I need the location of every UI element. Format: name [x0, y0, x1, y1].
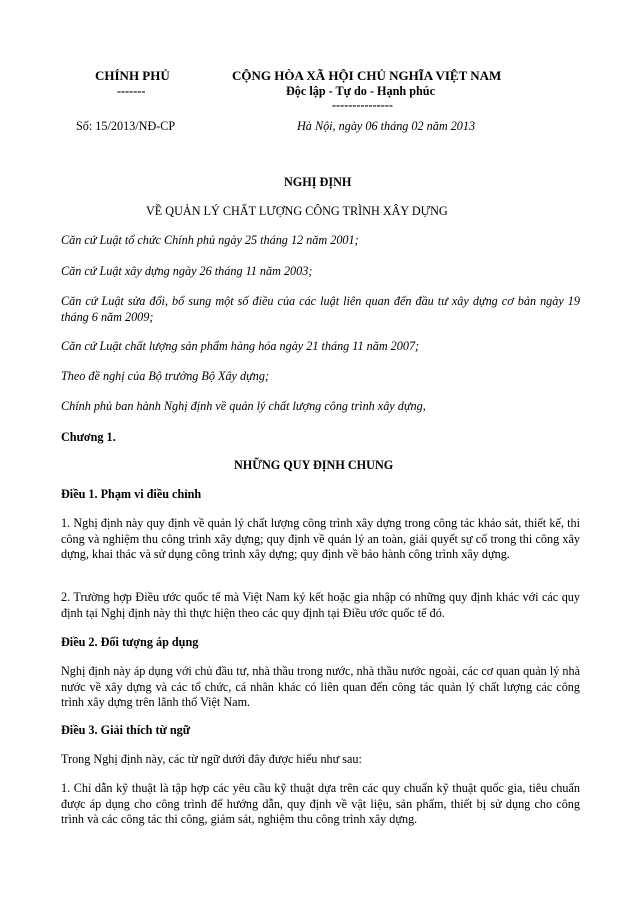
preamble-line: Chính phủ ban hành Nghị định về quản lý chất lượng công trình xây dựng,	[61, 399, 426, 413]
document-type: NGHỊ ĐỊNH	[284, 175, 352, 189]
document-subject: VỀ QUẢN LÝ CHẤT LƯỢNG CÔNG TRÌNH XÂY DỰNG	[146, 204, 448, 218]
article-heading: Điều 1. Phạm vi điều chỉnh	[61, 487, 202, 501]
place-date: Hà Nội, ngày 06 tháng 02 năm 2013	[297, 119, 476, 133]
article-paragraph: Trong Nghị định này, các từ ngữ dưới đây được hiểu như sau:	[61, 752, 362, 766]
article-paragraph: 2. Trường hợp Điều ước quốc tế mà Việt Nam ký kết hoặc gia nhập có những quy định khác với các quy định tại Nghị định này thì thực hiện theo các quy định tại Điều ước quốc tế đó.	[61, 590, 580, 620]
preamble-line: Theo đề nghị của Bộ trưởng Bộ Xây dựng;	[61, 369, 269, 383]
document-number: Số: 15/2013/NĐ-CP	[76, 119, 176, 133]
article-paragraph: 1. Nghị định này quy định về quản lý chất lượng công trình xây dựng trong công tác khảo sát, thiết kế, thi công và nghiệm thu công trình xây dựng; quy định về quản lý an toàn, giải quyết sự cố trong thi công xây dựng, khai thác và sử dụng công trình xây dựng; quy định về bảo hành công trình xây dựng.	[61, 516, 580, 562]
preamble-line: Căn cứ Luật chất lượng sản phẩm hàng hóa ngày 21 tháng 11 năm 2007;	[61, 339, 420, 353]
chapter-label: Chương 1.	[61, 430, 116, 444]
article-heading: Điều 2. Đối tượng áp dụng	[61, 635, 199, 649]
issuer-name: CHÍNH PHỦ	[95, 68, 170, 83]
nation-divider: ---------------	[332, 98, 393, 112]
nation-title: CỘNG HÒA XÃ HỘI CHỦ NGHĨA VIỆT NAM	[232, 68, 502, 83]
preamble-line: Căn cứ Luật xây dựng ngày 26 tháng 11 năm 2003;	[61, 264, 313, 278]
issuer-divider: -------	[117, 84, 146, 98]
preamble-line: Căn cứ Luật sửa đổi, bổ sung một số điều của các luật liên quan đến đầu tư xây dựng cơ bản ngày 19 tháng 6 năm 2009;	[61, 294, 580, 324]
chapter-title: NHỮNG QUY ĐỊNH CHUNG	[234, 458, 394, 472]
preamble-line: Căn cứ Luật tổ chức Chính phủ ngày 25 tháng 12 năm 2001;	[61, 233, 359, 247]
article-heading: Điều 3. Giải thích từ ngữ	[61, 723, 191, 737]
article-paragraph: 1. Chỉ dẫn kỹ thuật là tập hợp các yêu cầu kỹ thuật dựa trên các quy chuẩn kỹ thuật quốc gia, tiêu chuẩn được áp dụng cho công trình để hướng dẫn, quy định về vật liệu, sản phẩm, thiết bị sử dụng cho công trình và các công tác thi công, giám sát, nghiệm thu công trình xây dựng.	[61, 781, 580, 827]
article-paragraph: Nghị định này áp dụng với chủ đầu tư, nhà thầu trong nước, nhà thầu nước ngoài, các cơ quan quản lý nhà nước về xây dựng và các tổ chức, cá nhân khác có liên quan đến công tác quản lý chất lượng các công trình xây dựng trên lãnh thổ Việt Nam.	[61, 664, 580, 710]
nation-motto: Độc lập - Tự do - Hạnh phúc	[286, 84, 435, 98]
